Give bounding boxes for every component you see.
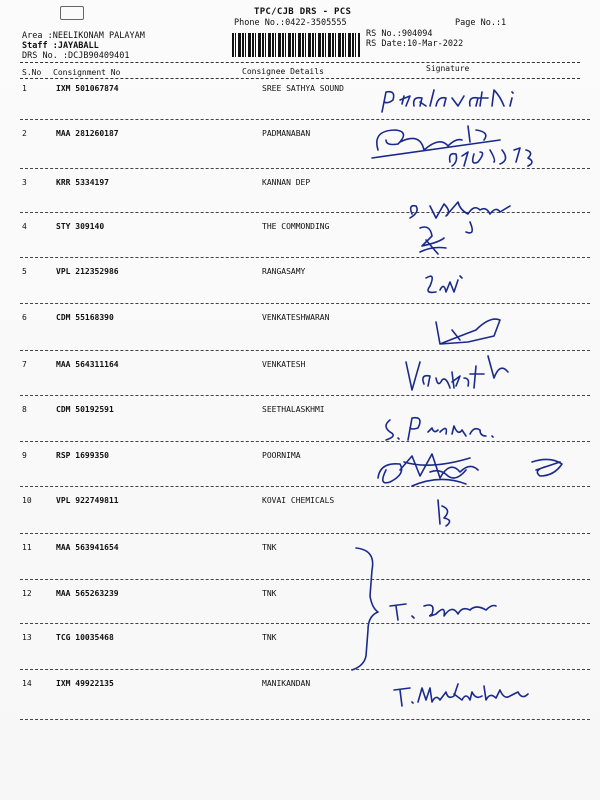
- signature-row-1: [382, 90, 513, 112]
- consignment-number: MAA 281260187: [56, 129, 119, 138]
- consignee-name: SREE SATHYA SOUND: [262, 84, 344, 93]
- consignment-number: VPL 212352986: [56, 267, 119, 276]
- consignment-number: IXM 49922135: [56, 679, 114, 688]
- consignee-name: TNK: [262, 589, 277, 598]
- page-number: Page No.:1: [455, 18, 507, 28]
- consignee-name: VENKATESH: [262, 360, 306, 369]
- column-header-consignment: Consignment No: [53, 68, 121, 77]
- rs-date: RS Date:10-Mar-2022: [366, 39, 464, 49]
- row-serial-number: 14: [22, 679, 32, 688]
- consignment-number: MAA 565263239: [56, 589, 119, 598]
- consignee-name: KANNAN DEP: [262, 178, 311, 187]
- signature-row-4: [420, 227, 446, 254]
- column-header-signature: Signature: [426, 64, 470, 73]
- phone-number: Phone No.:0422-3505555: [234, 18, 347, 28]
- signature-row-9: [378, 454, 562, 486]
- consignment-number: KRR 5334197: [56, 178, 109, 187]
- consignment-number: CDM 50192591: [56, 405, 114, 414]
- consignee-name: KOVAI CHEMICALS: [262, 496, 335, 505]
- staff-label: Staff :JAYABALL: [22, 41, 99, 51]
- signature-row-10: [438, 500, 450, 526]
- row-serial-number: 9: [22, 451, 27, 460]
- consignment-number: TCG 10035468: [56, 633, 114, 642]
- drs-number: DRS No. :DCJB90409401: [22, 51, 130, 61]
- row-serial-number: 12: [22, 589, 32, 598]
- consignment-number: RSP 1699350: [56, 451, 109, 460]
- signature-row-5: [426, 276, 462, 292]
- consignee-name: THE COMMONDING: [262, 222, 330, 231]
- consignee-name: PADMANABAN: [262, 129, 311, 138]
- row-serial-number: 11: [22, 543, 32, 552]
- consignment-number: STY 309140: [56, 222, 105, 231]
- column-header-sno: S.No: [22, 68, 42, 77]
- signature-row-6: [436, 319, 500, 344]
- signature-row-7: [406, 356, 508, 390]
- signature-row-3: [410, 202, 510, 233]
- row-serial-number: 2: [22, 129, 27, 138]
- consignee-name: VENKATESHWARAN: [262, 313, 330, 322]
- consignment-number: CDM 55168390: [56, 313, 114, 322]
- row-serial-number: 3: [22, 178, 27, 187]
- rs-number: RS No.:904094: [366, 29, 433, 39]
- row-serial-number: 7: [22, 360, 27, 369]
- consignment-number: VPL 922749811: [56, 496, 119, 505]
- consignee-name: SEETHALASKHMI: [262, 405, 325, 414]
- consignment-number: IXM 501067874: [56, 84, 119, 93]
- consignment-number: MAA 563941654: [56, 543, 119, 552]
- consignee-name: TNK: [262, 543, 277, 552]
- signature-row-8: [386, 418, 493, 440]
- consignee-name: TNK: [262, 633, 277, 642]
- row-serial-number: 10: [22, 496, 32, 505]
- row-serial-number: 13: [22, 633, 32, 642]
- sheet-title: TPC/CJB DRS - PCS: [254, 7, 352, 17]
- signature-row-14: [394, 684, 528, 706]
- row-serial-number: 1: [22, 84, 27, 93]
- row-serial-number: 8: [22, 405, 27, 414]
- signature-row-2: [372, 126, 532, 166]
- column-header-details: Consignee Details: [242, 67, 324, 76]
- row-serial-number: 4: [22, 222, 27, 231]
- area-label: Area :NEELIKONAM PALAYAM: [22, 31, 145, 41]
- signature-bracket: [352, 548, 378, 670]
- row-serial-number: 6: [22, 313, 27, 322]
- consignment-number: MAA 564311164: [56, 360, 119, 369]
- consignee-name: MANIKANDAN: [262, 679, 311, 688]
- consignee-name: RANGASAMY: [262, 267, 306, 276]
- signature-row-12: [390, 604, 496, 620]
- consignee-name: POORNIMA: [262, 451, 301, 460]
- row-serial-number: 5: [22, 267, 27, 276]
